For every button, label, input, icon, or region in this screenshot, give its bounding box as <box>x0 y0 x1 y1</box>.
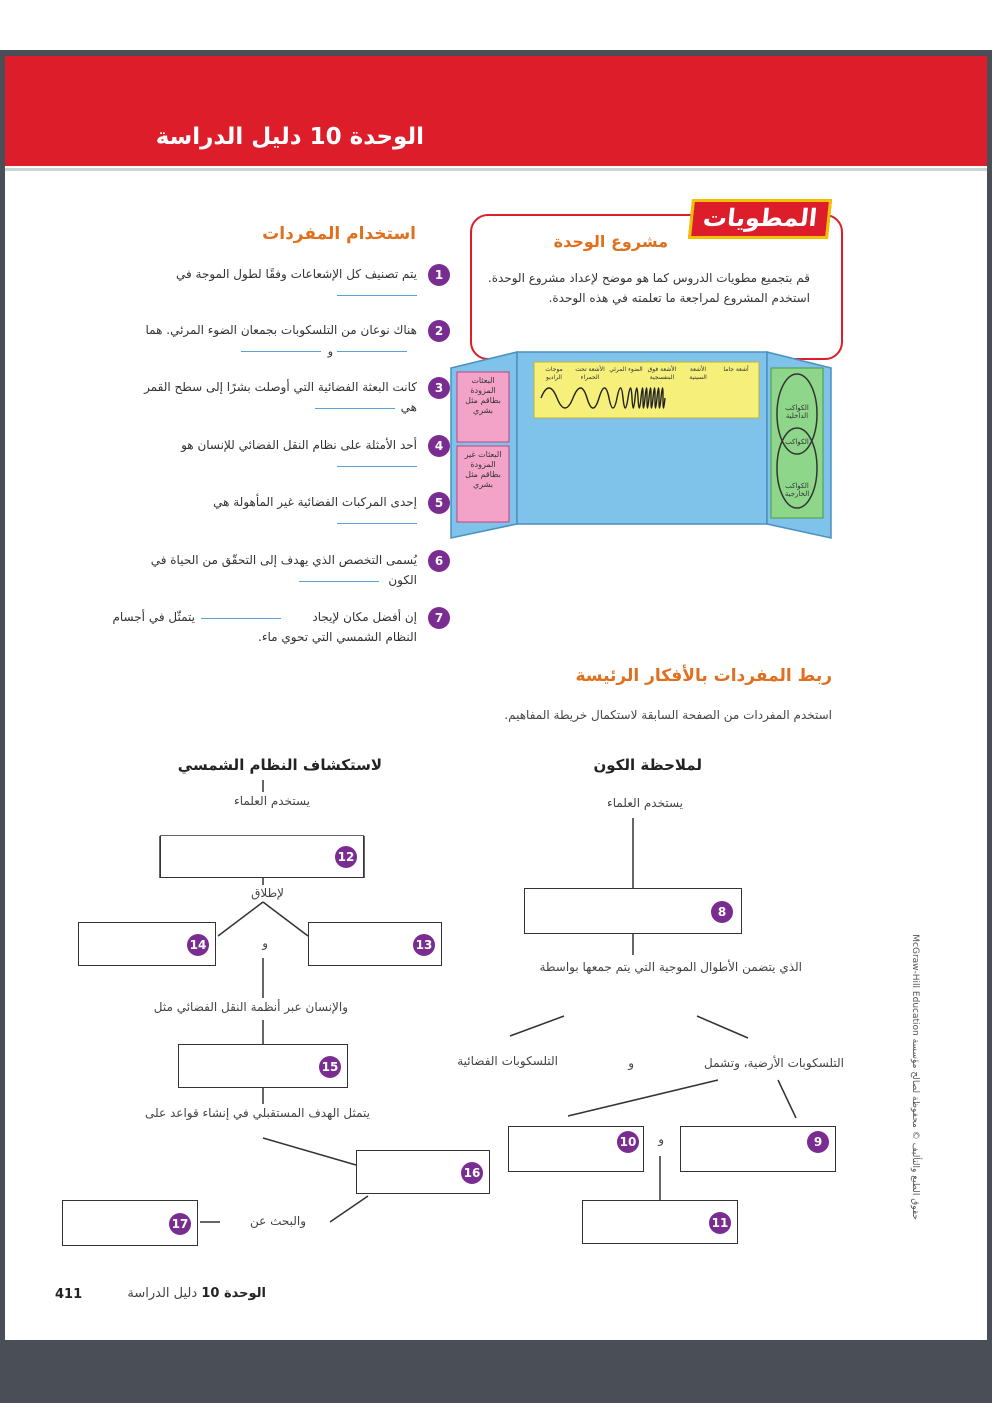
vocab-item-5 <box>77 492 444 532</box>
answer-box-10[interactable] <box>508 1126 644 1172</box>
answer-blank[interactable] <box>315 408 395 409</box>
copyright-credit: حقوق الطبع والتأليف © محفوظة لصالح مؤسسة McGraw-Hill Education <box>910 934 920 1220</box>
answer-box-16[interactable] <box>356 1150 490 1194</box>
search-for-label: والبحث عن <box>249 1214 306 1228</box>
box-number: 12 <box>335 846 357 868</box>
answer-blank[interactable] <box>337 351 407 352</box>
vocab-item-4 <box>77 435 444 475</box>
launch-label: لإطلاق <box>251 886 284 900</box>
foldable-spectrum-label-1: موجات الراديو <box>545 366 563 381</box>
foldable-illustration <box>449 348 839 540</box>
item-text: يتم تصنيف كل الإشعاعات وفقًا لطول الموجة في <box>175 267 417 281</box>
box-number: 14 <box>187 934 209 956</box>
foldable-spectrum-label-5: الأشعة السينية <box>689 366 707 381</box>
item-number: 7 <box>428 607 450 629</box>
answer-blank[interactable] <box>77 284 417 304</box>
item-number: 5 <box>428 492 450 514</box>
item-text: كانت البعثة الفضائية التي أوصلت بشرًا إلى سطح القمر <box>144 380 417 394</box>
item-tail: الكون <box>388 573 417 587</box>
vocab-title: استخدام المفردات <box>262 224 416 244</box>
box-number: 16 <box>461 1162 483 1184</box>
answer-blank[interactable] <box>299 581 379 582</box>
answer-box-15[interactable] <box>178 1044 348 1088</box>
foldable-spectrum-label-4: الأشعة فوق البنفسجية <box>647 366 677 381</box>
answer-blank[interactable] <box>77 512 417 532</box>
box-number: 8 <box>711 901 733 923</box>
footer-unit: الوحدة 10 <box>201 1286 266 1301</box>
item-tail: هي <box>400 400 417 414</box>
concept-map-title: ربط المفردات بالأفكار الرئيسة <box>575 666 832 686</box>
left-column-title: لاستكشاف النظام الشمسي <box>177 756 382 774</box>
page-border-left <box>0 50 5 1346</box>
foldable-right-label-3: الكواكب الخارجية <box>784 482 810 498</box>
item-number: 1 <box>428 264 450 286</box>
foldable-spectrum-label-2: الأشعة تحت الحمراء <box>575 366 605 381</box>
foldable-right-label-1: الكواكب الداخلية <box>785 404 809 420</box>
vocab-item-6 <box>77 550 444 590</box>
item-number: 3 <box>428 377 450 399</box>
foldable-left-bottom-label: البعثات غير المزودة بطاقم مثل بشري <box>464 450 502 489</box>
answer-box-11[interactable] <box>582 1200 738 1244</box>
concept-map-instruction: استخدم المفردات من الصفحة السابقة لاستكمال خريطة المفاهيم. <box>504 708 832 722</box>
and-label-2: و <box>628 1056 634 1070</box>
answer-box-14[interactable] <box>78 922 216 966</box>
vocab-item-7 <box>77 607 444 647</box>
page-border-right <box>987 50 992 1346</box>
and-label-3: و <box>658 1132 664 1146</box>
includes-wavelengths-label: الذي يتضمن الأطوال الموجية التي يتم جمعها بواسطة <box>539 960 802 974</box>
item-number: 2 <box>428 320 450 342</box>
foldables-badge: المطويات <box>688 199 832 239</box>
answer-box-8[interactable] <box>524 888 742 934</box>
vocab-item-3 <box>77 377 444 417</box>
item-text: إحدى المركبات الفضائية غير المأهولة هي <box>213 495 417 509</box>
space-telescopes-label: التلسكوبات الفضائية <box>457 1054 558 1068</box>
humans-via-label: والإنسان عبر أنظمة النقل الفضائي مثل <box>153 1000 348 1014</box>
page-number: 411 <box>55 1287 83 1302</box>
answer-box-13[interactable] <box>308 922 442 966</box>
answer-blank[interactable] <box>201 618 281 619</box>
box-number: 9 <box>807 1131 829 1153</box>
foldable-left-top-label: البعثات المزودة بطاقم مثل بشري <box>465 376 501 415</box>
header-divider <box>5 168 987 171</box>
foldable-spectrum-label-3: الضوء المرئي <box>609 366 643 373</box>
item-text: يُسمى التخصص الذي يهدف إلى التحقّق من الحياة في <box>150 553 417 567</box>
and-label: و <box>262 936 268 950</box>
box-number: 15 <box>319 1056 341 1078</box>
answer-box-9[interactable] <box>680 1126 836 1172</box>
item-text: أحد الأمثلة على نظام النقل الفضائي للإنسان هو <box>181 438 417 452</box>
header-band <box>5 56 987 166</box>
item-text: هناك نوعان من التلسكوبات بجمعان الضوء المرئي. هما <box>145 323 417 337</box>
footer-section: دليل الدراسة <box>127 1286 198 1301</box>
joiner-text: و <box>327 345 333 358</box>
item-text-b: يتمثّل في أجسام <box>112 610 195 624</box>
right-column-title: لملاحظة الكون <box>593 756 702 774</box>
box-number: 17 <box>169 1213 191 1235</box>
box-number: 10 <box>617 1131 639 1153</box>
box-number: 11 <box>709 1212 731 1234</box>
ground-telescopes-label: التلسكوبات الأرضية، وتشمل <box>704 1056 844 1070</box>
future-goal-label: يتمثل الهدف المستقبلي في إنشاء قواعد على <box>145 1106 370 1120</box>
right-scientists-use: يستخدم العلماء <box>607 796 683 810</box>
foldables-subtitle: مشروع الوحدة <box>553 232 668 251</box>
foldable-spectrum-label-6: أشعة جاما <box>723 366 749 373</box>
answer-blank[interactable] <box>77 455 417 475</box>
foldables-instructions: قم بتجميع مطويات الدروس كما هو موضح لإعداد مشروع الوحدة. استخدم المشروع لمراجعة ما تعلمته في هذه الوحدة. <box>487 271 810 305</box>
vocab-item-2 <box>77 320 444 360</box>
box-number: 13 <box>413 934 435 956</box>
page-title: الوحدة 10 دليل الدراسة <box>155 124 424 150</box>
answer-box-17[interactable] <box>62 1200 198 1246</box>
footer-unit-title <box>127 1286 266 1301</box>
answer-box-12[interactable] <box>160 836 364 878</box>
foldable-right-label-2: الكواكب <box>785 438 809 446</box>
left-scientists-use: يستخدم العلماء <box>234 794 310 808</box>
vocab-item-1 <box>77 264 444 304</box>
item-text-c: النظام الشمسي التي تحوي ماء. <box>258 630 417 644</box>
answer-blank[interactable] <box>241 351 321 352</box>
page-border-bottom <box>0 1340 992 1403</box>
item-number: 6 <box>428 550 450 572</box>
item-text-a: إن أفضل مكان لإيجاد <box>312 610 417 624</box>
item-number: 4 <box>428 435 450 457</box>
